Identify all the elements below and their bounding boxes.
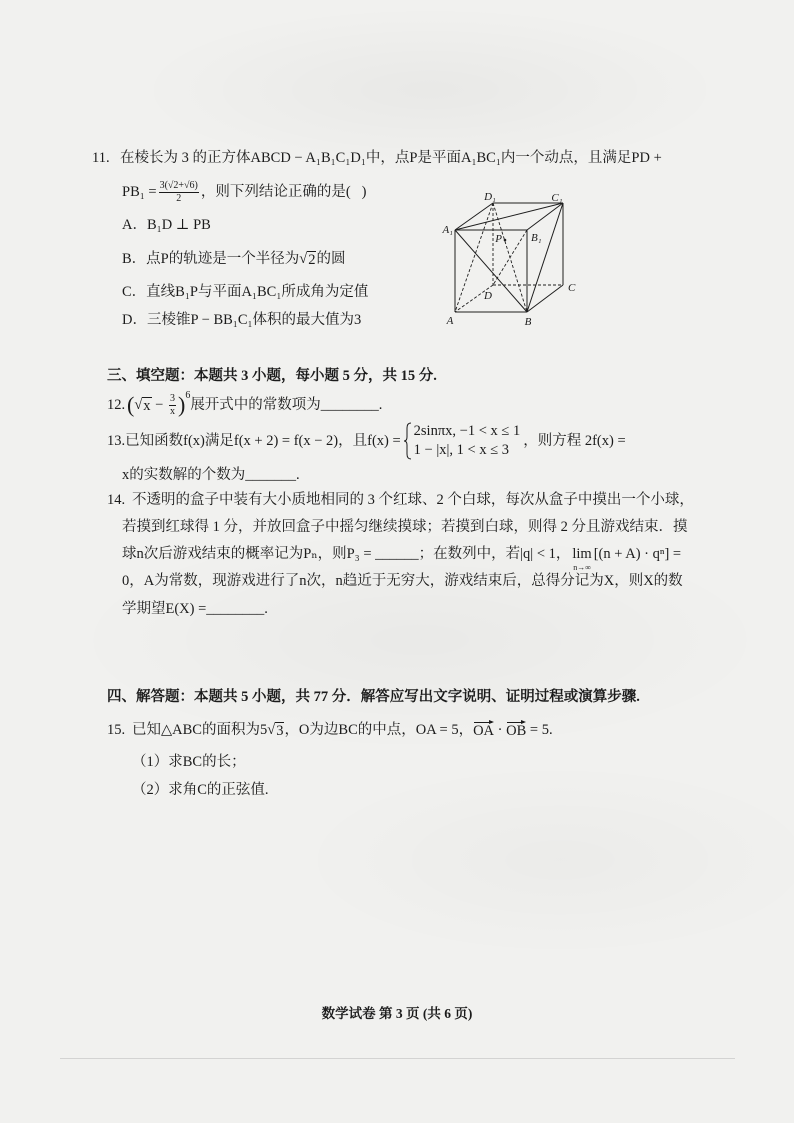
label-c: C [568, 282, 576, 294]
cube-figure [430, 190, 580, 330]
close-paren: ) [177, 392, 186, 417]
case-line-2: 1 − |x|, 1 < x ≤ 3 [413, 442, 510, 458]
q11-stem-line2-start: PB₁ = [122, 184, 157, 200]
q15-text-mid: ，O为边BC的中点，OA = 5， [284, 722, 474, 738]
radicand: x [143, 398, 151, 414]
point-p [504, 239, 507, 242]
q12-fraction-numerator: 3 [169, 392, 175, 404]
case-line-1: 2sinπx, −1 < x ≤ 1 [413, 423, 521, 439]
q13-text-before: 已知函数f(x)满足f(x + 2) = f(x − 2)，且f(x) = [125, 433, 401, 449]
edge-d1a1 [455, 203, 493, 230]
sqrt-expression [299, 249, 316, 269]
open-paren: ( [127, 392, 135, 417]
q11-fraction-numerator: 3(√2+√6) [159, 179, 198, 191]
q15-text-before: 已知△ABC的面积为5 [132, 722, 268, 738]
option-text: 三棱锥P − BB₁C₁体积的最大值为3 [146, 312, 362, 328]
q11-option-a [122, 215, 211, 235]
q11-option-d [122, 310, 361, 330]
sqrt-sign: √ [267, 722, 276, 738]
vector-ob: OB [506, 720, 526, 740]
limit-operator [572, 544, 591, 572]
q14-line3-end: [(n + A) · qⁿ] = [593, 546, 682, 562]
lim-word: lim [572, 546, 592, 562]
q14-line3-start: 球n次后游戏结束的概率记为Pₙ，则P₃ = ______；在数列中，若|q| < 1， [122, 546, 571, 562]
label-b: B [524, 316, 532, 328]
q12-fraction-denominator: x [169, 405, 175, 417]
q11-option-b [122, 249, 345, 269]
q14-line5: 学期望E(X) =________. [122, 601, 268, 617]
label-d1: D₁ [484, 191, 496, 203]
radicand: 3 [276, 723, 284, 739]
label-d: D [484, 290, 492, 302]
sqrt-sign: √ [299, 251, 308, 267]
page-footer: 数学试卷 第 3 页 (共 6 页) [321, 1006, 473, 1021]
option-text-before: 点P的轨迹是一个半径为 [146, 251, 300, 267]
q14-line3 [122, 544, 681, 572]
q15-part-1: （1）求BC的长； [132, 754, 246, 770]
option-label: B． [122, 251, 147, 267]
label-p: P [495, 233, 502, 245]
exponent: 6 [185, 390, 191, 401]
q12-fraction [169, 393, 176, 418]
sqrt-sign: √ [134, 397, 143, 413]
q14-line4: 0，A为常数，现游戏进行了n次，n趋近于无穷大，游戏结束后，总得分记为X，则X的数 [122, 573, 683, 589]
q12-number: 12. [107, 397, 126, 413]
sqrt-expression [267, 720, 284, 740]
q11-stem-line2-end: ，则下列结论正确的是( ) [200, 184, 367, 200]
segment-bc1 [527, 203, 563, 312]
option-text-after: 的圆 [316, 251, 346, 267]
section-fill-in-title: 三、填空题：本题共 3 小题，每小题 5 分，共 15 分. [107, 368, 437, 384]
q14-line2: 若摸到红球得 1 分，并放回盒子中摇匀继续摸球；若摸到白球，则得 2 分且游戏结束．摸 [122, 519, 688, 535]
label-a: A [446, 315, 454, 327]
sqrt-expression [134, 395, 151, 415]
minus-sign: − [151, 397, 167, 413]
piecewise-cases [403, 422, 521, 460]
lim-subscript: n→∞ [573, 563, 591, 572]
option-label: D． [122, 312, 147, 328]
q15-part-2: （2）求角C的正弦值. [132, 782, 269, 798]
section-solution-title: 四、解答题：本题共 5 小题，共 77 分．解答应写出文字说明、证明过程或演算步骤. [107, 689, 640, 705]
q11-option-c [122, 282, 368, 302]
q14-line1: 不透明的盒子中装有大小质地相同的 3 个红球、2 个白球，每次从盒子中摸出一个小球， [132, 492, 694, 508]
q13-number: 13. [107, 433, 126, 449]
label-c1: C₁ [551, 192, 563, 204]
option-label: C． [122, 284, 147, 300]
q13-line2: x的实数解的个数为_______. [122, 467, 300, 483]
q11-fraction-denominator: 2 [176, 192, 182, 204]
label-b1: B₁ [531, 232, 542, 244]
dot-product-sign: · [494, 722, 507, 738]
left-brace-icon [403, 422, 412, 460]
q12-stem [127, 390, 382, 420]
q11-stem-line2 [122, 177, 366, 207]
q15-stem [132, 718, 553, 742]
q15-number: 15. [107, 722, 126, 738]
q11-fraction [159, 180, 199, 205]
q11-number: 11. [92, 150, 110, 166]
q14-number: 14. [107, 492, 126, 508]
q13-stem [107, 421, 626, 461]
q12-stem-rest: 展开式中的常数项为________. [190, 397, 383, 413]
option-text: 直线B₁P与平面A₁BC₁所成角为定值 [146, 284, 369, 300]
q11-stem-line1: 在棱长为 3 的正方体ABCD − A₁B₁C₁D₁中，点P是平面A₁BC₁内一个动点，且满足PD + [120, 150, 662, 166]
option-text: B₁D ⊥ PB [146, 217, 211, 233]
segment-a1c1 [455, 203, 563, 230]
q13-text-after: ，则方程 2f(x) = [523, 433, 626, 449]
edge-bc [527, 285, 563, 312]
q15-text-after: = 5. [526, 722, 553, 738]
vector-oa: OA [473, 720, 494, 740]
label-a1: A₁ [442, 224, 453, 236]
scan-edge-line [60, 1058, 735, 1059]
option-label: A． [122, 217, 147, 233]
radicand: 2 [308, 252, 316, 268]
